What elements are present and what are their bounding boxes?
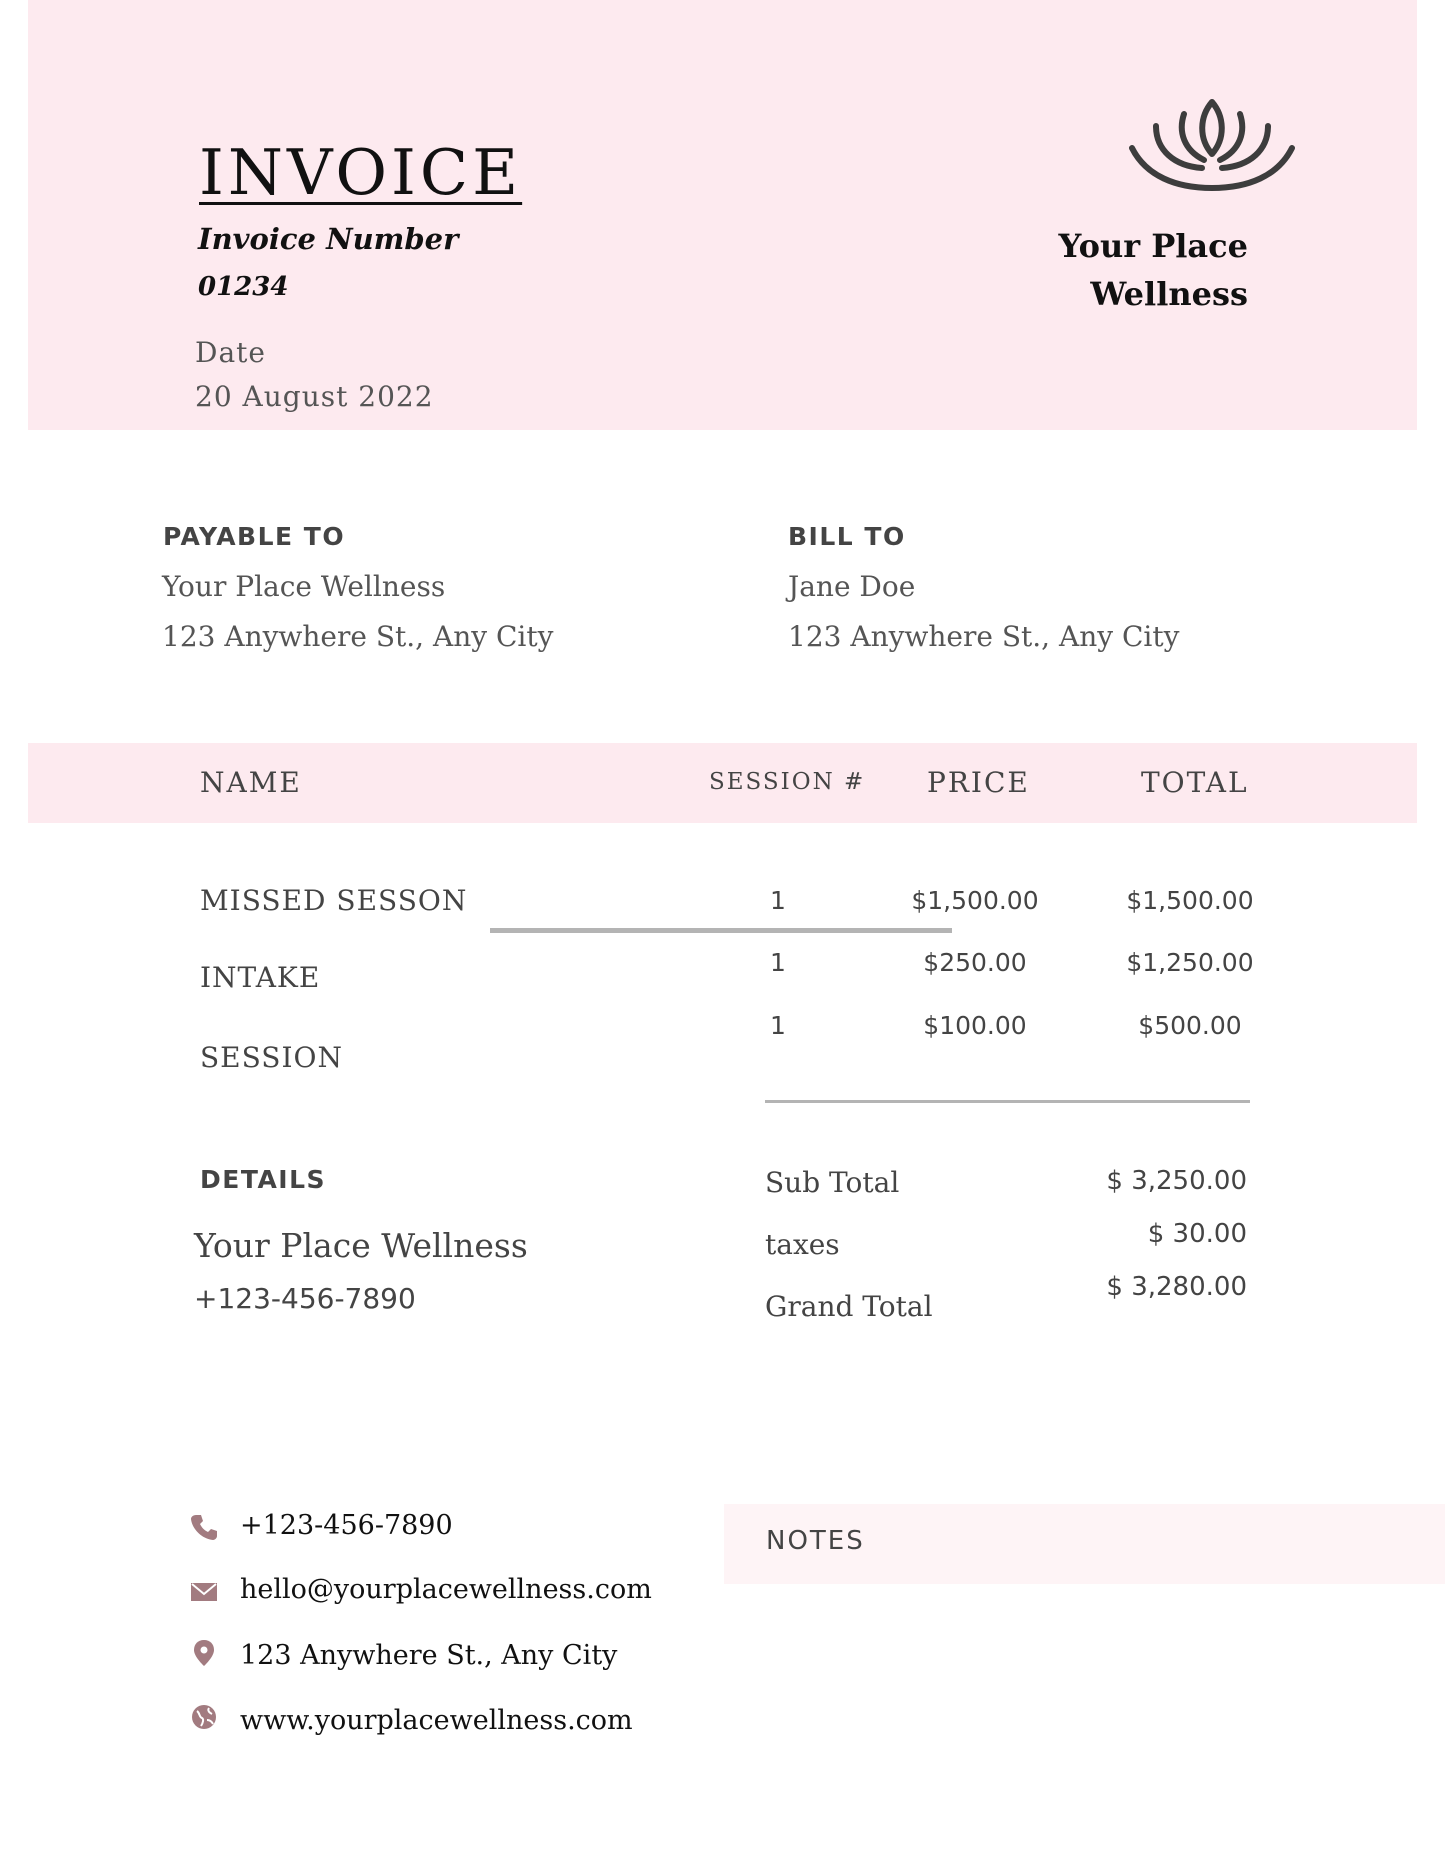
column-header-total: TOTAL [1141,766,1249,799]
brand-name [1059,222,1248,318]
bill-to-name: Jane Doe [788,570,916,603]
globe-icon [190,1703,218,1731]
price-cell: $100.00 [923,1011,1027,1040]
price-cell: $1,500.00 [911,886,1039,915]
date-label: Date [195,336,266,369]
grand-total-label: Grand Total [765,1290,933,1323]
price-cell: $250.00 [923,948,1027,977]
mail-icon [190,1578,218,1606]
contact-website: www.yourplacewellness.com [240,1705,633,1736]
total-cell: $500.00 [1138,1011,1242,1040]
item-name: MISSED SESSON [200,884,468,917]
item-name: INTAKE [200,961,321,994]
subtotal-label: Sub Total [765,1166,900,1199]
column-header-session: SESSION # [709,769,866,795]
details-name: Your Place Wellness [194,1226,528,1265]
notes-label: NOTES [766,1526,865,1556]
column-header-name: NAME [200,766,302,799]
grand-total-value: $ 3,280.00 [1106,1272,1247,1302]
invoice-number: 01234 [198,272,289,302]
column-header-price: PRICE [927,766,1030,799]
subtotal-value: $ 3,250.00 [1106,1166,1247,1196]
invoice-number-label: Invoice Number [198,222,459,256]
item-name: SESSION [200,1041,344,1074]
phone-icon [190,1513,218,1541]
contact-email: hello@yourplacewellness.com [240,1574,652,1605]
location-pin-icon [190,1639,218,1667]
contact-address: 123 Anywhere St., Any City [240,1640,618,1671]
contact-phone: +123-456-7890 [240,1510,453,1541]
payable-to-heading: PAYABLE TO [163,522,346,551]
brand-line-2: Wellness [1090,275,1248,313]
session-cell: 1 [770,1011,786,1040]
taxes-value: $ 30.00 [1147,1219,1247,1249]
session-cell: 1 [770,948,786,977]
total-cell: $1,250.00 [1126,948,1254,977]
date-value: 20 August 2022 [195,380,434,413]
lotus-icon [1126,96,1298,196]
taxes-label: taxes [765,1228,840,1261]
details-phone: +123-456-7890 [194,1282,416,1315]
totals-divider [765,1100,1250,1103]
brand-line-1: Your Place [1058,227,1248,265]
session-cell: 1 [770,886,786,915]
bill-to-address: 123 Anywhere St., Any City [788,620,1180,653]
bill-to-heading: BILL TO [788,522,906,551]
details-heading: DETAILS [200,1165,327,1194]
invoice-title: INVOICE [199,136,523,209]
payable-to-name: Your Place Wellness [162,570,446,603]
row-divider [490,928,952,933]
payable-to-address: 123 Anywhere St., Any City [162,620,554,653]
total-cell: $1,500.00 [1126,886,1254,915]
